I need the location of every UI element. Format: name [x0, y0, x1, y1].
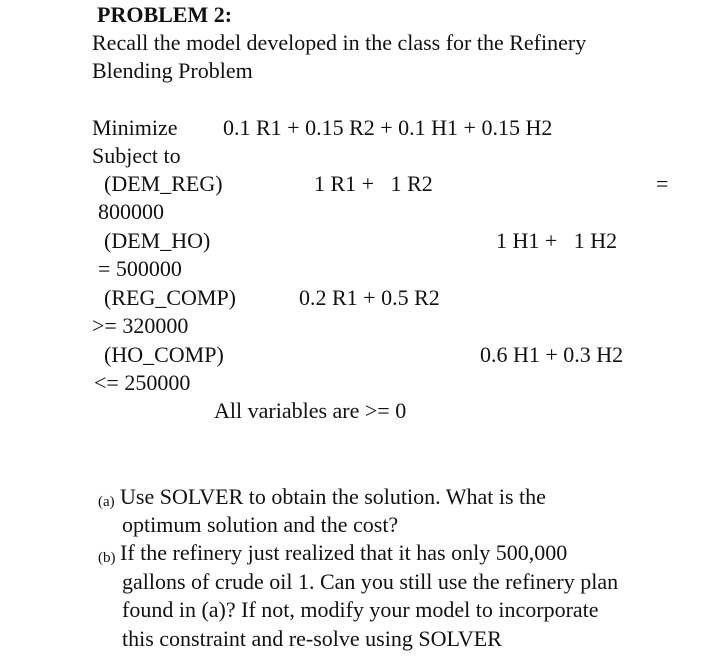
question-b-line-1: If the refinery just realized that it has only 500,000 [120, 540, 568, 565]
intro-line-2: Blending Problem [92, 58, 253, 83]
constraint-expr-ho-comp: 0.6 H1 + 0.3 H2 [480, 342, 624, 367]
subject-to-label: Subject to [92, 143, 181, 168]
problem-title: PROBLEM 2: [97, 2, 233, 27]
constraint-expr-reg-comp: 0.2 R1 + 0.5 R2 [299, 285, 440, 310]
constraint-rhs-dem-reg: 800000 [98, 199, 164, 224]
question-b-marker: (b) [98, 550, 116, 566]
constraint-relation-dem-reg: = [656, 171, 669, 196]
constraint-rhs-dem-ho: = 500000 [98, 256, 182, 281]
intro-line-1: Recall the model developed in the class for the Refinery [92, 30, 587, 55]
constraint-rhs-reg-comp: >= 320000 [92, 313, 189, 338]
question-b-line-2: gallons of crude oil 1. Can you still use the refinery plan [122, 569, 619, 594]
nonnegativity-statement: All variables are >= 0 [214, 398, 407, 423]
constraint-name-dem-reg: (DEM_REG) [104, 171, 223, 196]
question-b-line-4: this constraint and re-solve using SOLVER [122, 626, 502, 651]
question-a-marker: (a) [98, 494, 115, 510]
constraint-expr-dem-reg: 1 R1 + 1 R2 [314, 171, 433, 196]
objective-expression: 0.1 R1 + 0.15 R2 + 0.1 H1 + 0.15 H2 [223, 115, 553, 140]
constraint-name-ho-comp: (HO_COMP) [104, 342, 224, 367]
question-a-line-2: optimum solution and the cost? [122, 512, 399, 537]
constraint-rhs-ho-comp: <= 250000 [94, 370, 191, 395]
constraint-expr-dem-ho: 1 H1 + 1 H2 [496, 228, 618, 253]
constraint-name-dem-ho: (DEM_HO) [104, 228, 211, 253]
question-b-line-3: found in (a)? If not, modify your model to incorporate [122, 597, 599, 622]
question-a-line-1: Use SOLVER to obtain the solution. What is the [120, 484, 546, 509]
constraint-name-reg-comp: (REG_COMP) [104, 285, 237, 310]
objective-label: Minimize [92, 115, 178, 140]
